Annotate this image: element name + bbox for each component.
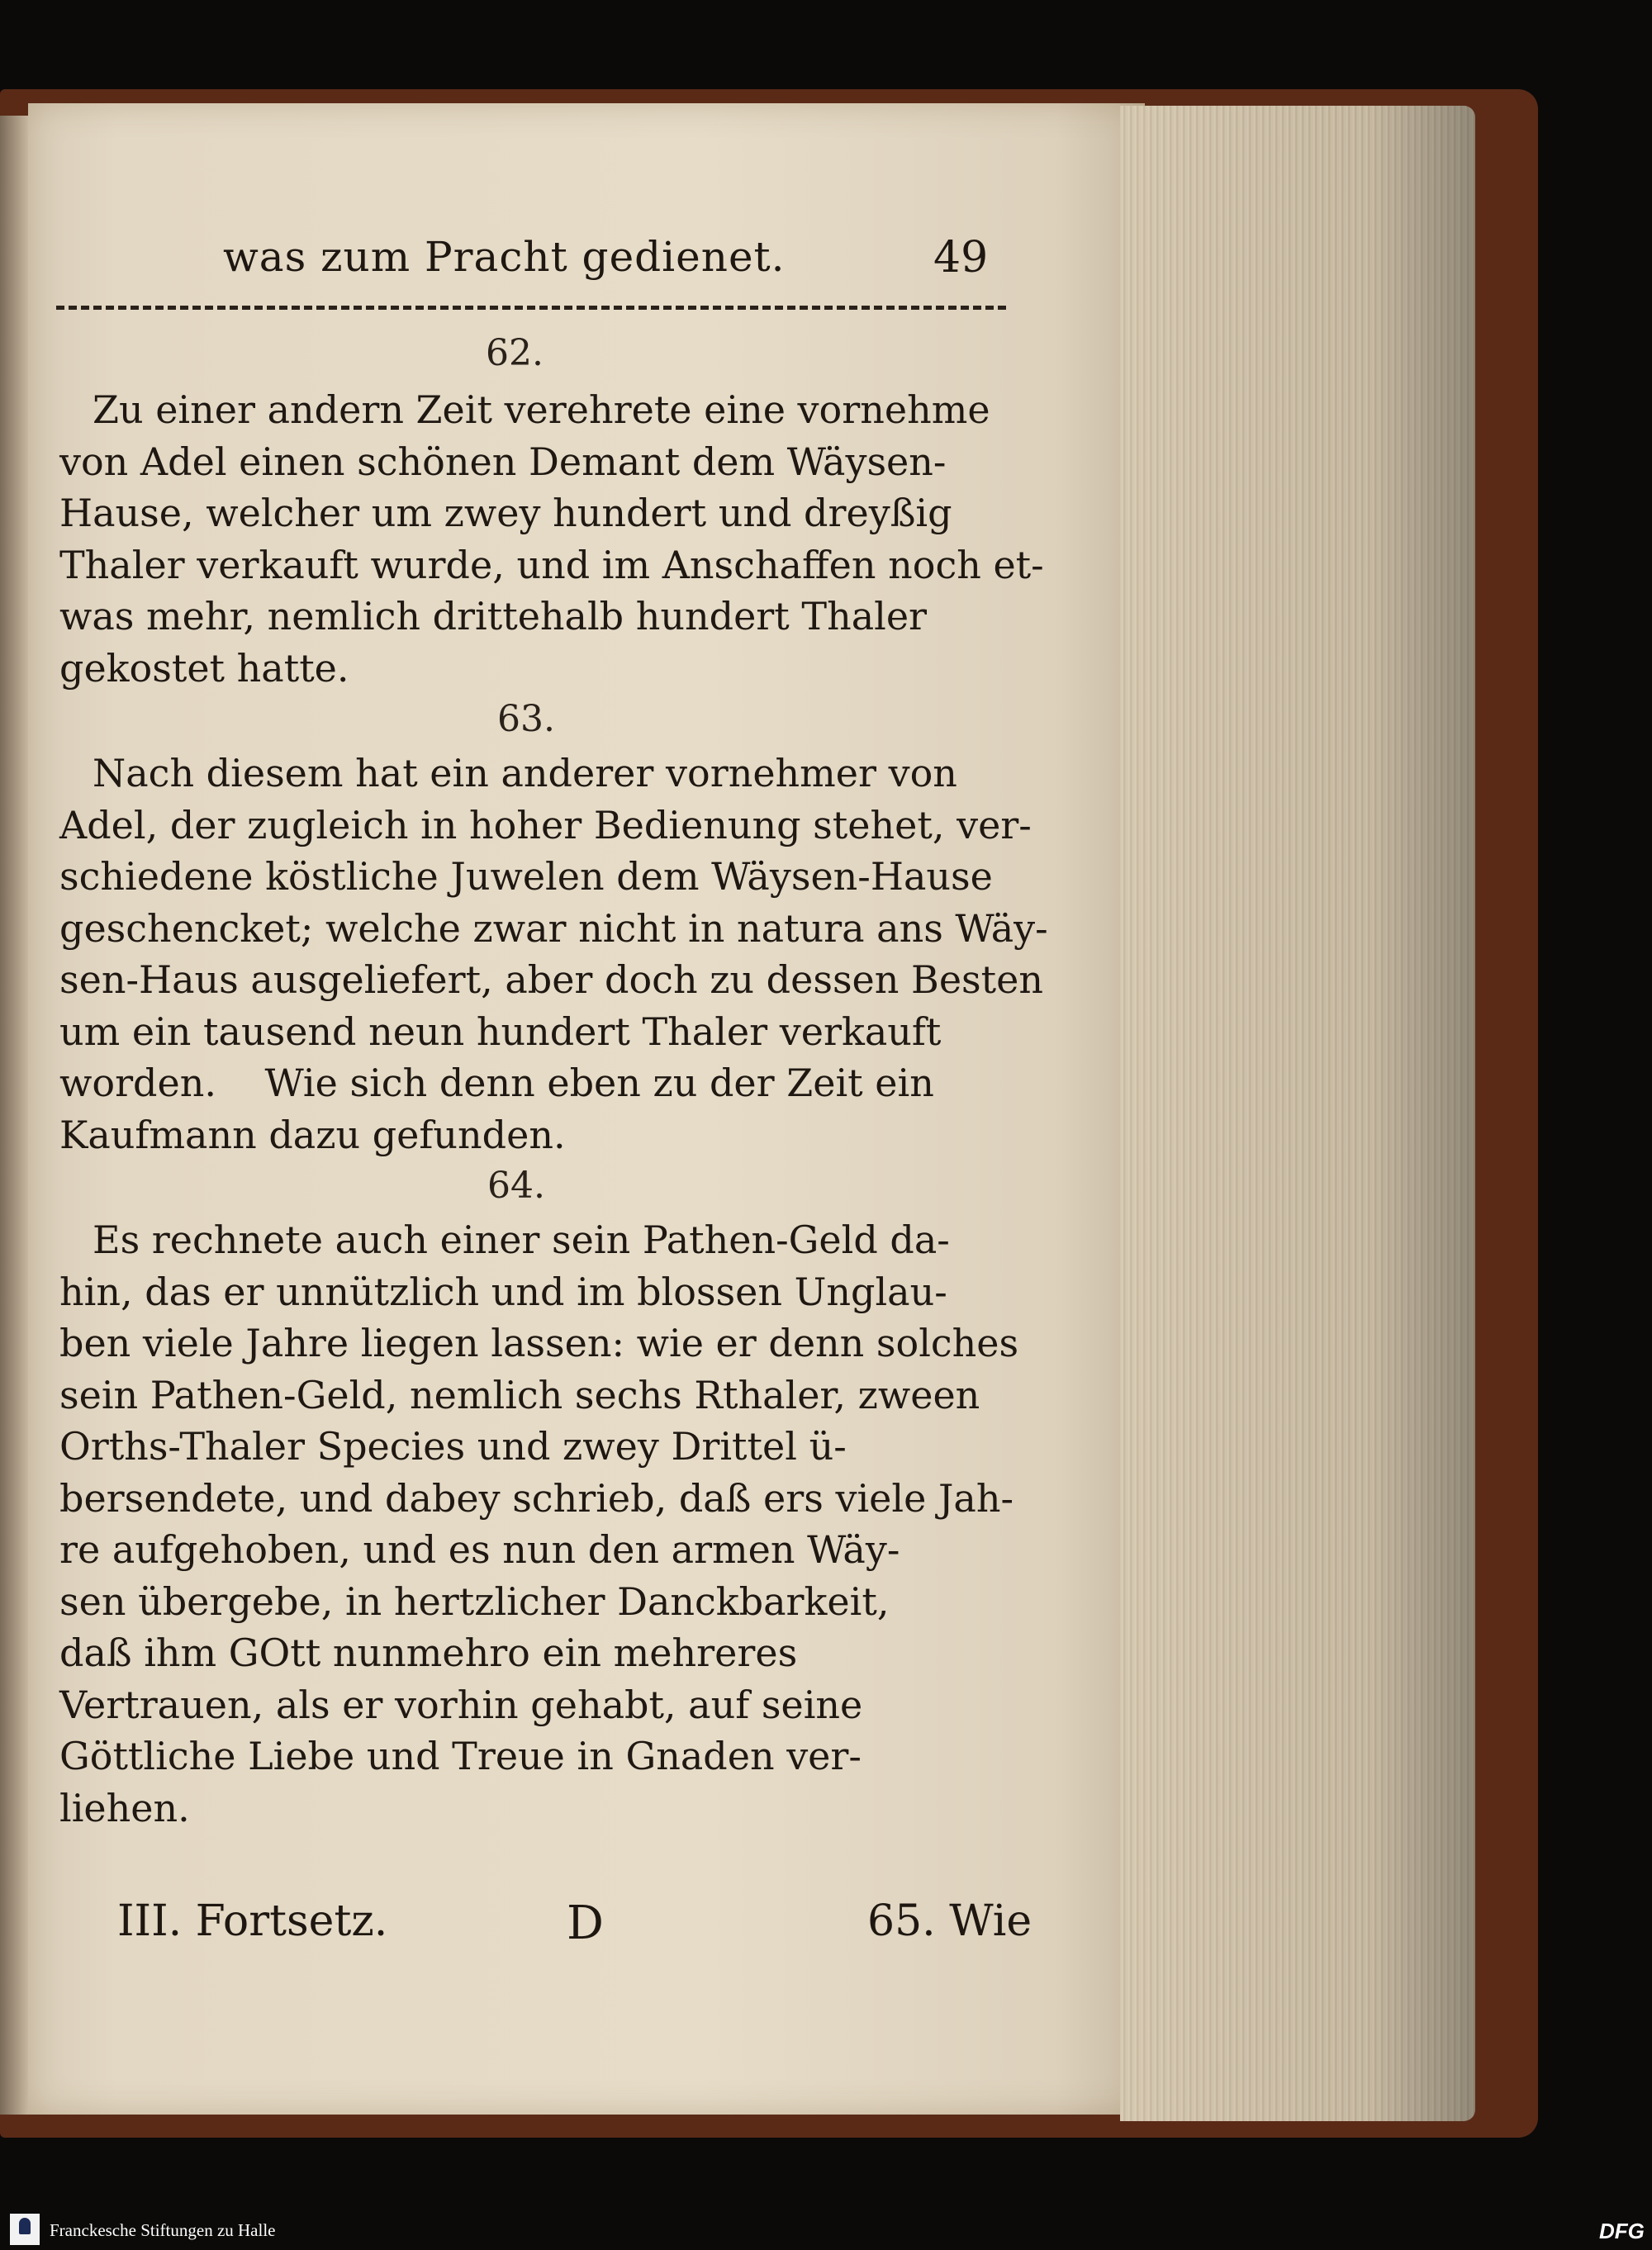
text-line: geschencket; welche zwar nicht in natura ans Wäy- [59,905,1048,951]
signature-mark: D [567,1896,604,1950]
text-line: daß ihm GOtt nunmehro ein mehreres [59,1631,798,1675]
catchword: 65. Wie [867,1896,1032,1946]
text-line: Kaufmann dazu gefunden. [59,1112,566,1157]
text-line: schiedene köstliche Juwelen dem Wäysen-Hause [59,854,993,899]
text-line: ben viele Jahre liegen lassen: wie er denn solches [59,1321,1019,1365]
text-line: Vertrauen, als er vorhin gehabt, auf seine [59,1682,863,1727]
text-line: bersendete, und dabey schrieb, daß ers viele Jah- [59,1475,1014,1521]
volume-label: III. Fortsetz. [117,1896,388,1946]
text-line: Thaler verkauft wurde, und im Anschaffen noch et- [59,542,1044,587]
paragraph-62 [59,384,1044,694]
text-line: Nach diesem hat ein anderer vornehmer von [93,751,957,795]
running-head: was zum Pracht gedienet. [223,233,786,281]
paragraph-63 [59,748,1048,1161]
text-line: Es rechnete auch einer sein Pathen-Geld da- [93,1218,950,1262]
page-block-shading [1120,106,1475,2121]
text-line: von Adel einen schönen Demant dem Wäysen- [59,439,947,484]
logo-mark [19,2218,31,2234]
text-line: Hause, welcher um zwey hundert und dreyßig [59,491,952,535]
text-line: Adel, der zugleich in hoher Bedienung stehet, ver- [59,802,1032,847]
text-line: gekostet hatte. [59,645,349,691]
paragraph-64 [59,1214,1024,1834]
text-line: sen-Haus ausgeliefert, aber doch zu dessen Besten [59,957,1043,1002]
section-number-64: 64. [487,1165,545,1207]
text-line: sen übergebe, in hertzlicher Danckbarkeit, [59,1578,890,1624]
text-line: liehen. [59,1785,190,1830]
text-line: re aufgehoben, und es nun den armen Wäy- [59,1527,900,1572]
dfg-logo: DFG [1599,2219,1645,2243]
text-line: um ein tausend neun hundert Thaler verkauft [59,1009,942,1054]
text-line: was mehr, nemlich drittehalb hundert Thaler [59,594,928,638]
text-line: Zu einer andern Zeit verehrete eine vornehme [93,387,990,432]
header-rule [56,306,1006,310]
page-number: 49 [933,233,989,282]
institution-logo-icon [10,2214,40,2245]
text-line: sein Pathen-Geld, nemlich sechs Rthaler, zween [59,1372,980,1417]
institution-name: Franckesche Stiftungen zu Halle [50,2220,276,2240]
left-page-edge [0,116,30,2115]
section-number-63: 63. [497,698,555,740]
section-number-62: 62. [486,332,544,374]
text-line: Göttliche Liebe und Treue in Gnaden ver- [59,1734,862,1778]
text-line: hin, das er unnützlich und im blossen Unglau- [59,1269,947,1314]
text-line: Orths-Thaler Species und zwey Drittel ü- [59,1424,847,1469]
text-line: worden. Wie sich denn eben zu der Zeit ein [59,1061,934,1105]
